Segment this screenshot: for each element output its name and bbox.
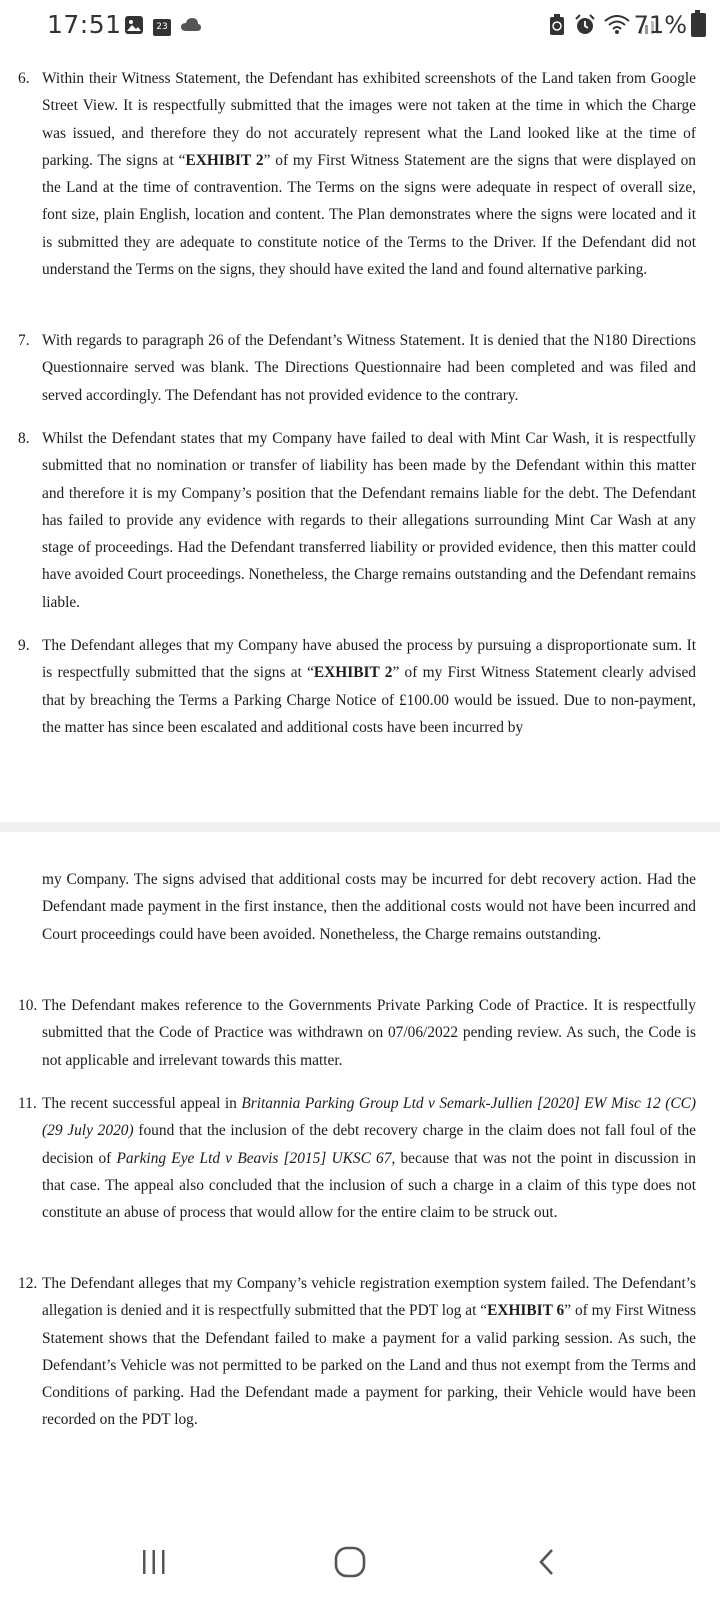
paragraph-number: 6.	[18, 70, 30, 87]
paragraph-run: ” of my First Witness Statement are the signs that were displayed on the Land at the time of contravention. The Terms on the signs were adequate in respect of overall size, font size, plain English, location and content. The Plan demonstrates where the signs were located and it is submitted they are adequate to constitute notice of the Terms to the Driver. If the Defendant did not understand the Terms on the signs, they should have exited the land and found alternative parking.	[42, 151, 696, 279]
paragraph-run: ” of my First Witness Statement clearly advised that by breaching the Terms a Parking Charge Notice of £100.00 would be issued. Due to non-payment, the matter has since been escalated and additional costs have been incurred by	[42, 664, 696, 736]
exhibit-reference: EXHIBIT 2	[185, 151, 264, 169]
status-bar	[0, 0, 720, 52]
paragraph-number: 8.	[18, 430, 30, 447]
paragraph-number: 12.	[18, 1275, 38, 1292]
paragraph-text	[42, 866, 696, 948]
paragraph-number: 9.	[18, 637, 30, 654]
recent-apps-icon	[139, 1547, 169, 1577]
navigation-bar	[0, 1530, 720, 1600]
home-icon	[333, 1545, 367, 1579]
paragraph-number: 10.	[18, 997, 38, 1014]
battery-indicator	[634, 11, 706, 39]
battery-percent: 71%	[633, 11, 687, 39]
paragraph-run: The recent successful appeal in	[42, 1095, 242, 1112]
back-button[interactable]	[518, 1542, 578, 1582]
paragraph-text	[42, 1090, 696, 1226]
paragraph-text	[42, 992, 696, 1074]
calendar-icon	[152, 17, 172, 37]
gallery-icon	[124, 15, 144, 39]
paragraph-run: Within their Witness Statement, the Defendant has exhibited screenshots of the Land taken from Google Street View. It is respectfully submitted that the images were not taken at the time in which the Charge was issued, and therefore they do not accurately represent what the Land looked like at the time of parking. The signs at “	[42, 70, 696, 169]
paragraph-run: my Company. The signs advised that additional costs may be incurred for debt recovery action. Had the Defendant made payment in the first instance, then the additional costs would not have been incurred and Court proceedings could have been avoided. Nonetheless, the Charge remains outstanding.	[42, 871, 696, 943]
paragraph-text	[42, 327, 696, 409]
alarm-icon	[574, 14, 596, 40]
status-icons-left	[124, 15, 202, 39]
paragraph-run: Whilst the Defendant states that my Company have failed to deal with Mint Car Wash, it is respectfully submitted that no nomination or transfer of liability has been made by the Defendant within this matter and therefore it is my Company’s position that the Defendant remains liable for the debt. The Defendant has failed to provide any evidence with regards to their allegations surrounding Mint Car Wash at any stage of proceedings. Had the Defendant transferred liability or provided evidence, then this matter could have avoided Court proceedings. Nonetheless, the Charge remains outstanding and the Defendant remains liable.	[42, 430, 696, 611]
paragraph-text	[42, 632, 696, 741]
paragraph-run: The Defendant makes reference to the Governments Private Parking Code of Practice. It is respectfully submitted that the Code of Practice was withdrawn on 07/06/2022 pending review. As such, the Code is not applicable and irrelevant towards this matter.	[42, 997, 696, 1069]
paragraph-number: 7.	[18, 332, 30, 349]
paragraph-run: ” of my First Witness Statement shows that the Defendant failed to make a payment for a valid parking session. As such, the Defendant’s Vehicle was not permitted to be parked on the Land and thus not exempt from the Terms and Conditions of parking. Had the Defendant made a payment for parking, their Vehicle would have been recorded on the PDT log.	[42, 1302, 696, 1429]
paragraph-text	[42, 1270, 696, 1434]
back-icon	[533, 1547, 563, 1577]
paragraph-text	[42, 425, 696, 616]
paragraph-run: The Defendant alleges that my Company have abused the process by pursuing a disproportionate sum. It is respectfully submitted that the signs at “	[42, 637, 696, 682]
case-citation: Parking Eye Ltd v Beavis [2015] UKSC 67	[116, 1149, 392, 1167]
battery-icon	[691, 13, 706, 37]
home-button[interactable]	[320, 1542, 380, 1582]
wifi-icon	[604, 15, 630, 39]
paragraph-run: , because that was not the point in discussion in that case. The appeal also concluded that the inclusion of such a charge in a claim of this type does not constitute an abuse of process that would allow for the entire claim to be struck out.	[42, 1149, 696, 1222]
case-citation: Britannia Parking Group Ltd v Semark-Jullien [2020] EW Misc 12 (CC) (29 July 2020)	[42, 1095, 697, 1140]
paragraph-run: found that the inclusion of the debt recovery charge in the claim does not fall foul of the decision of	[42, 1122, 696, 1167]
exhibit-reference: EXHIBIT 6	[487, 1302, 565, 1320]
paragraph-text	[42, 65, 696, 283]
battery-saver-icon	[548, 14, 566, 40]
paragraph-number: 11.	[18, 1095, 37, 1112]
calendar-day: 23	[156, 22, 168, 32]
cloud-icon	[180, 17, 202, 37]
status-time: 17:51	[47, 10, 122, 39]
recent-apps-button[interactable]	[124, 1542, 184, 1582]
exhibit-reference: EXHIBIT 2	[313, 664, 393, 682]
paragraph-run: With regards to paragraph 26 of the Defendant’s Witness Statement. It is denied that the N180 Directions Questionnaire served was blank. The Directions Questionnaire had been completed and was filed and served accordingly. The Defendant has not provided evidence to the contrary.	[42, 332, 696, 404]
paragraph-run: The Defendant alleges that my Company’s vehicle registration exemption system failed. The Defendant’s allegation is denied and it is respectfully submitted that the PDT log at “	[42, 1275, 696, 1320]
page-break	[0, 822, 720, 832]
